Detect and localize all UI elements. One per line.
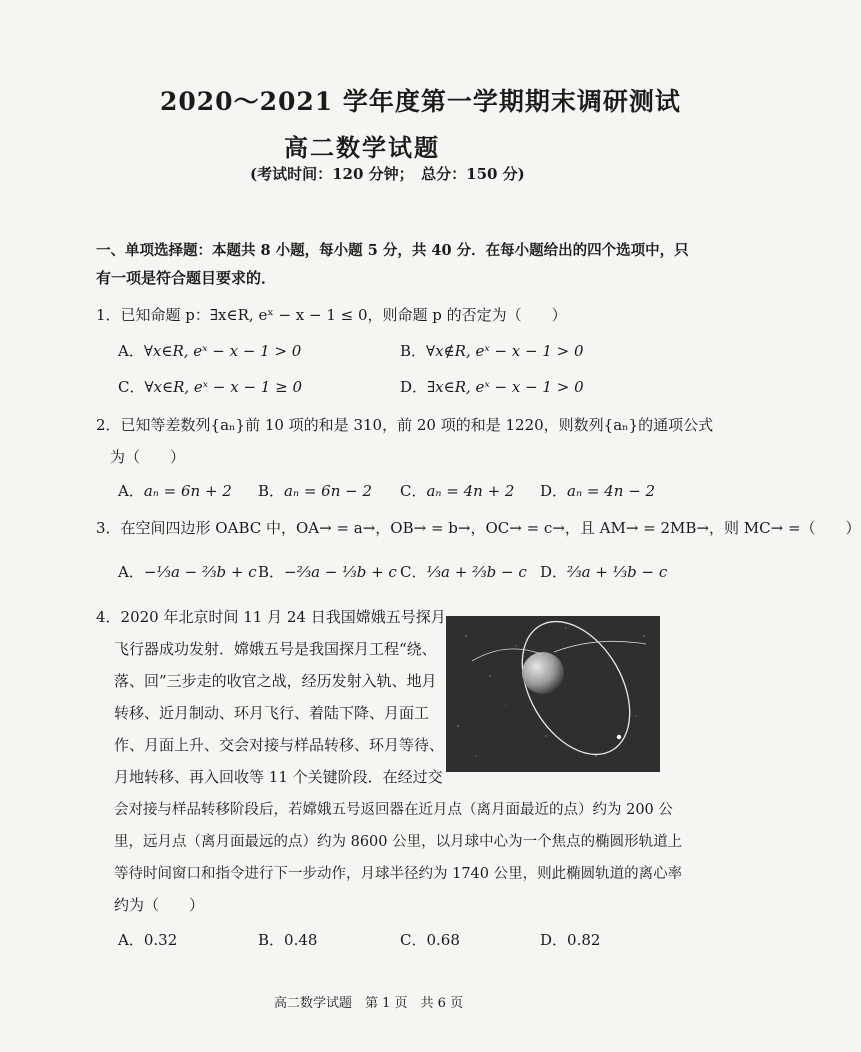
option-label: C． [400, 563, 427, 581]
q3-stem: 3．在空间四边形 OABC 中，OA→ = a→，OB→ = b→，OC→ = c→，且 AM→ = 2MB→，则 MC→ =（ ） [96, 519, 861, 537]
q3-option-c[interactable] [400, 561, 527, 582]
option-text: aₙ = 4n + 2 [426, 482, 515, 500]
option-label: C． [118, 378, 145, 396]
option-label: D． [400, 378, 428, 396]
option-label: A． [118, 482, 144, 500]
q3-option-d[interactable] [540, 561, 667, 582]
option-label: A． [118, 342, 144, 360]
q4-stem-line8: 里，远月点（离月面最远的点）约为 8600 公里，以月球中心为一个焦点的椭圆形轨道上 [114, 834, 683, 850]
option-label: A． [118, 931, 144, 949]
q4-stem-line9: 等待时间窗口和指令进行下一步动作，月球半径约为 1740 公里，则此椭圆轨道的离心率 [114, 866, 683, 882]
q2-option-b[interactable] [258, 480, 372, 501]
moon-orbit-illustration [446, 616, 660, 772]
q4-stem-line2: 飞行器成功发射．嫦娥五号是我国探月工程“绕、 [114, 640, 437, 658]
q4-stem-line7: 会对接与样品转移阶段后，若嫦娥五号返回器在近月点（离月面最近的点）约为 200 公 [114, 802, 673, 818]
option-text: −⅔a − ⅓b + c [284, 563, 397, 581]
option-label: B． [258, 482, 285, 500]
q4-option-b[interactable] [258, 929, 317, 950]
section-heading-line2: 有一项是符合题目要求的． [96, 269, 277, 287]
q1-option-c[interactable] [118, 376, 302, 397]
section-heading-line1: 一、单项选择题：本题共 8 小题，每小题 5 分，共 40 分．在每小题给出的四个选项中，只 [96, 242, 689, 259]
q3-option-a[interactable] [118, 561, 257, 582]
q1-option-a[interactable] [118, 340, 301, 361]
option-text: aₙ = 6n + 2 [143, 482, 232, 500]
q2-stem-line2: 为（ ） [110, 448, 186, 466]
option-label: C． [400, 482, 427, 500]
option-text: ⅓a + ⅔b − c [426, 563, 527, 581]
option-text: 0.82 [567, 931, 601, 949]
option-label: B． [258, 931, 285, 949]
exam-subtitle: 高二数学试题 [284, 133, 440, 162]
option-text: ∃x∈R, eˣ − x − 1 > 0 [427, 378, 584, 396]
q4-stem-line6: 月地转移、再入回收等 11 个关键阶段．在经过交 [114, 768, 443, 786]
option-label: D． [540, 931, 568, 949]
q4-stem-line3: 落、回”三步走的收官之战，经历发射入轨、地月 [114, 672, 437, 690]
option-text: 0.68 [426, 931, 460, 949]
option-label: B． [400, 342, 427, 360]
q4-stem-line10: 约为（ ） [114, 896, 205, 914]
exam-info: (考试时间：120 分钟； 总分：150 分) [250, 165, 525, 183]
page-footer: 高二数学试题 第 1 页 共 6 页 [274, 996, 464, 1011]
option-text: ∀x∈R, eˣ − x − 1 ≥ 0 [144, 378, 302, 396]
option-text: ∀x∈R, eˣ − x − 1 > 0 [143, 342, 302, 360]
q4-option-a[interactable] [118, 929, 177, 950]
q2-stem-line1: 2．已知等差数列{aₙ}前 10 项的和是 310，前 20 项的和是 1220，则数列{aₙ}的通项公式 [96, 416, 714, 434]
option-text: 0.32 [143, 931, 178, 949]
q2-option-c[interactable] [400, 480, 514, 501]
q4-option-d[interactable] [540, 929, 600, 950]
exam-title: 2020～2021 学年度第一学期期末调研测试 [160, 87, 681, 116]
option-label: D． [540, 563, 568, 581]
q3-option-b[interactable] [258, 561, 397, 582]
q4-option-c[interactable] [400, 929, 460, 950]
option-label: A． [118, 563, 144, 581]
q1-option-d[interactable] [400, 376, 584, 397]
moon-orbit-photo [446, 616, 660, 772]
q1-option-b[interactable] [400, 340, 584, 361]
q4-stem-line4: 转移、近月制动、环月飞行、着陆下降、月面工 [114, 704, 430, 722]
q4-stem-line5: 作、月面上升、交会对接与样品转移、环月等待、 [114, 736, 445, 754]
option-text: ∀x∉R, eˣ − x − 1 > 0 [426, 342, 584, 360]
option-text: 0.48 [284, 931, 318, 949]
q2-option-d[interactable] [540, 480, 655, 501]
option-label: C． [400, 931, 427, 949]
option-label: B． [258, 563, 285, 581]
option-text: aₙ = 4n − 2 [567, 482, 656, 500]
q2-option-a[interactable] [118, 480, 232, 501]
q4-stem-line1: 4．2020 年北京时间 11 月 24 日我国嫦娥五号探月 [96, 608, 446, 626]
option-text: ⅔a + ⅓b − c [567, 563, 668, 581]
q1-stem: 1．已知命题 p：∃x∈R, eˣ − x − 1 ≤ 0，则命题 p 的否定为（ ） [96, 306, 567, 324]
option-label: D． [540, 482, 568, 500]
option-text: aₙ = 6n − 2 [284, 482, 373, 500]
option-text: −⅓a − ⅔b + c [143, 563, 257, 581]
